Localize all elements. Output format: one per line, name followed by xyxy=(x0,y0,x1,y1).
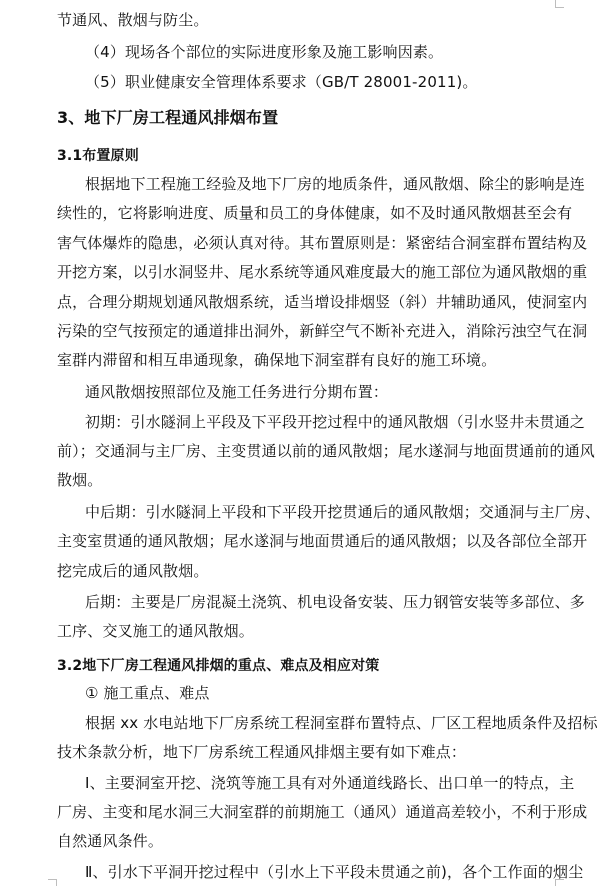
paragraph-line: 根据地下工程施工经验及地下厂房的地质条件，通风散烟、除尘的影响是连 xyxy=(85,175,585,193)
paragraph-line: 中后期：引水隧洞上平段和下平段开挖贯通后的通风散烟；交通洞与主厂房、 xyxy=(85,503,601,521)
paragraph-line: 工序、交叉施工的通风散烟。 xyxy=(57,622,254,640)
paragraph-line: 挖完成后的通风散烟。 xyxy=(57,562,209,580)
paragraph-line: 初期：引水隧洞上平段及下平段开挖过程中的通风散烟（引水竖井未贯通之 xyxy=(85,413,585,431)
paragraph-line: Ⅱ、引水下平洞开挖过程中（引水上下平段未贯通之前)，各个工作面的烟尘 xyxy=(85,863,584,881)
page-corner-mark xyxy=(555,879,564,886)
page-corner-mark xyxy=(555,0,564,8)
paragraph-line: 通风散烟按照部位及施工任务进行分期布置： xyxy=(85,383,389,401)
paragraph-line: 技术条款分析，地下厂房系统工程通风排烟主要有如下难点： xyxy=(57,743,467,761)
paragraph-line: 后期：主要是厂房混凝土浇筑、机电设备安装、压力钢管安装等多部位、多 xyxy=(85,593,585,611)
page-corner-mark xyxy=(48,879,57,886)
paragraph-line: 主变室贯通的通风散烟；尾水遂洞与地面贯通后的通风散烟；以及各部位全部开 xyxy=(57,532,588,550)
text-line: 节通风、散烟与防尘。 xyxy=(57,11,209,29)
paragraph-line: 续性的，它将影响进度、质量和员工的身体健康，如不及时通风散烟甚至会有 xyxy=(57,204,573,222)
paragraph-line: 根据 xx 水电站地下厂房系统工程洞室群布置特点、厂区工程地质条件及招标 xyxy=(85,714,598,732)
paragraph-line: 前）；交通洞与主厂房、主变贯通以前的通风散烟；尾水遂洞与地面贯通前的通风 xyxy=(57,442,595,460)
list-item: ① 施工重点、难点 xyxy=(85,684,210,702)
paragraph-line: 开挖方案，以引水洞竖井、尾水系统等通风难度最大的施工部位为通风散烟的重 xyxy=(57,263,588,281)
list-item: （5）职业健康安全管理体系要求（GB/T 28001-2011)。 xyxy=(85,73,478,91)
paragraph-line: 散烟。 xyxy=(57,471,103,489)
paragraph-line: 室群内滞留和相互串通现象，确保地下洞室群有良好的施工环境。 xyxy=(57,351,497,369)
paragraph-line: 厂房、主变和尾水洞三大洞室群的前期施工（通风）通道高差较小，不利于形成 xyxy=(57,803,588,821)
subsection-heading: 3.1布置原则 xyxy=(57,148,139,164)
paragraph-line: 污染的空气按预定的通道排出洞外，新鲜空气不断补充进入，消除污浊空气在洞 xyxy=(57,322,588,340)
list-item: （4）现场各个部位的实际进度形象及施工影响因素。 xyxy=(85,43,444,61)
paragraph-line: Ⅰ、主要洞室开挖、浇筑等施工具有对外通道线路长、出口单一的特点，主 xyxy=(85,774,575,792)
paragraph-line: 点，合理分期规划通风散烟系统，适当增设排烟竖（斜）井辅助通风，使洞室内 xyxy=(57,293,588,311)
paragraph-line: 自然通风条件。 xyxy=(57,832,164,850)
subsection-heading: 3.2地下厂房工程通风排烟的重点、难点及相应对策 xyxy=(57,658,380,674)
section-heading: 3、地下厂房工程通风排烟布置 xyxy=(57,108,279,127)
paragraph-line: 害气体爆炸的隐患，必须认真对待。其布置原则是：紧密结合洞室群布置结构及 xyxy=(57,234,588,252)
